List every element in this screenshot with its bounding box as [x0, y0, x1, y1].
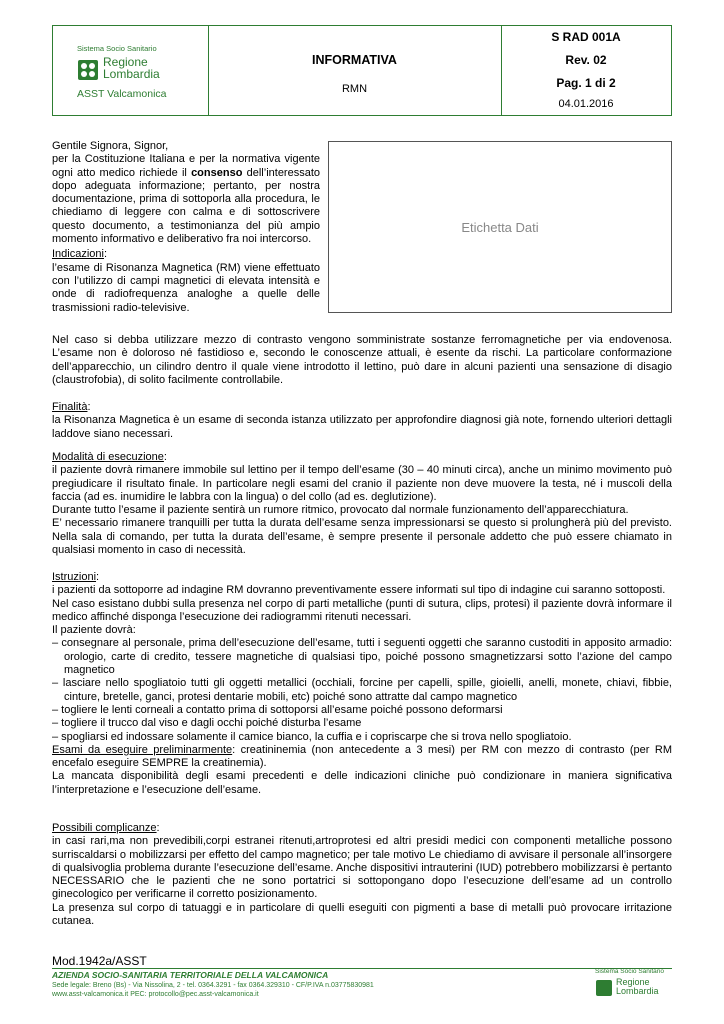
patient-label-box: Etichetta Dati — [328, 141, 672, 313]
complicanze-colon: : — [156, 822, 160, 834]
istruzioni-colon: : — [96, 571, 100, 583]
esami-paragraph — [52, 744, 672, 771]
regione-lombardia-logo-icon — [78, 60, 98, 80]
list-item: – spogliarsi ed indossare solamente il camice bianco, la cuffia e i copriscarpe che si trova nello spogliatoio. — [52, 730, 572, 743]
istruzioni-heading-line — [52, 571, 672, 584]
finalita-heading: Finalità — [52, 401, 88, 413]
complicanze-p2: La presenza sul corpo di tatuaggi e in particolare di quelli eseguiti con pigmenti a base di metalli può provocare irritazione cutanea. — [52, 901, 672, 928]
list-item: – lasciare nello spogliatoio tutti gli oggetti metallici (occhiali, forcine per capelli, spille, gioielli, anelli, monete, chiavi, fibbie, cinture, bretelle, ganci, protesi dentarie mobili, etc) poiché sono attratte dal campo magnetico — [52, 677, 672, 703]
footer-divider — [52, 968, 672, 969]
istruzioni-p2: Nel caso esistano dubbi sulla presenza nel corpo di parti metalliche (punti di sutura, clips, protesi) il paziente dovrà informare il medico affinché disponga l’esecuzione dei radiogrammi ritenuti necessari. — [52, 597, 672, 623]
finalita-p1: la Risonanza Magnetica è un esame di seconda istanza utilizzato per approfondire diagnosi già note, fornendo ulteriori dettagli laddove siano necessari. — [52, 414, 672, 440]
footer-contacts — [52, 981, 374, 999]
logo-asst-text: ASST Valcamonica — [77, 88, 167, 100]
modalita-p2: Durante tutto l’esame il paziente sentirà un rumore ritmico, provocato dal normale funzionamento dell’apparecchiatura. — [52, 504, 629, 517]
header-title-cell — [208, 26, 502, 115]
footer-logo-line-1: Regione — [616, 977, 650, 987]
istruzioni-p1: i pazienti da sottoporre ad indagine RM dovranno preventivamente essere informati sul tipo di indagine cui saranno sottoposti. — [52, 584, 666, 597]
finalita-colon: : — [87, 401, 91, 413]
esami-heading: Esami da eseguire preliminarmente — [52, 743, 233, 756]
footer-logo-line-2: Lombardia — [616, 986, 659, 996]
intro-text-b: dell’interessato dopo adeguata informazione; pertanto, per nostra documentazione, prima di sottoporla alla procedura, le chiediamo di leggere con calma e di sottoscrivere questo documento, a testimonianza del più ampio momento informativo e deliberativo fra noi intercorso. — [52, 166, 321, 246]
document-date: 04.01.2016 — [558, 98, 614, 110]
logo-region-line-2: Lombardia — [103, 67, 160, 81]
list-item: – consegnare al personale, prima dell’esecuzione dell’esame, tutti i seguenti oggetti che saranno custoditi in apposito armadio: orologio, carte di credito, tessere magnetiche di qualsiasi tipo, poiché possono smagnetizzarsi sotto l’azione del campo magnetico — [52, 637, 672, 677]
footer-web: www.asst-valcamonica.it PEC: protocollo@pec.asst-valcamonica.it — [52, 991, 259, 998]
modalita-p1: il paziente dovrà rimanere immobile sul lettino per il tempo dell’esame (30 – 40 minuti circa), anche un minimo movimento può pregiudicare il risultato finale. In particolare negli esami del cranio il paziente non deve muovere la testa, né i muscoli della faccia (ad es. inumidire le labbra con la lingua) o del collo (ad es. deglutizione). — [52, 464, 672, 503]
list-item: – togliere il trucco dal viso e dagli occhi poiché disturba l’esame — [52, 717, 362, 730]
istruzioni-p3: Il paziente dovrà: — [52, 624, 136, 637]
list-item: – togliere le lenti corneali a contatto prima di sottoporsi all’esame poiché possono deformarsi — [52, 703, 503, 716]
istruzioni-section — [52, 571, 672, 797]
logo-region-name — [103, 56, 160, 80]
document-subtitle: RMN — [341, 83, 368, 95]
intro-section — [52, 140, 320, 315]
finalita-section — [52, 401, 672, 441]
indicazioni-p1: l’esame di Risonanza Magnetica (RM) viene effettuato con l’utilizzo di campi magnetici di elevata intensità e onde di radiofrequenza analoghe a quelle delle trasmissioni radio-televisive. — [52, 261, 320, 314]
modalita-section — [52, 451, 672, 557]
indicazioni-colon: : — [103, 248, 108, 261]
complicanze-heading-line — [52, 822, 672, 835]
finalita-heading-line — [52, 401, 672, 414]
complicanze-p1: in casi rari,ma non prevedibili,corpi estranei ritenuti,artroprotesi ed altri presidi medici con componenti metalliche possono surriscaldarsi o mobilizzarsi per effetto del campo magnetico; per tale motivo Le chiediamo di avvisare il personale all’insorgere di qualsivoglia problema durante l’esecuzione dell’esame. Anche dispositivi intrauterini (IUD) potrebbero mobilizzarsi è pertanto NECESSARIO che le pazienti che ne sono portatrici si sottopongano dopo l’esecuzione dell’esame ad un controllo ginecologico per verificarne il corretto posizionamento. — [52, 835, 672, 901]
form-model-code: Mod.1942a/ASST — [52, 954, 147, 968]
indicazioni-heading: Indicazioni — [52, 248, 104, 261]
istruzioni-heading: Istruzioni — [52, 571, 97, 583]
istruzioni-p4: La mancata disponibilità degli esami precedenti e delle indicazioni cliniche può condizionare in maniera significativa l’interpretazione e l’esecuzione dell’esame. — [52, 770, 672, 796]
intro-text-a: per la Costituzione Italiana e per la normativa vigente ogni atto medico richiede il — [52, 153, 320, 179]
header-logo-cell — [53, 26, 209, 115]
complicanze-section — [52, 822, 672, 928]
footer-regione-logo-icon — [596, 980, 612, 996]
document-header — [52, 25, 672, 116]
intro-text-bold: consenso — [191, 166, 243, 179]
greeting: Gentile Signora, Signor, — [52, 140, 169, 152]
header-meta-cell — [501, 26, 671, 115]
document-revision: Rev. 02 — [565, 53, 607, 67]
footer-address: Sede legale: Breno (Bs) - Via Nissolina, 2 - tel. 0364.3291 - fax 0364.329310 - CF/P.IVA n.03775830981 — [52, 982, 374, 989]
intro-paragraph — [52, 153, 320, 246]
modalita-colon: : — [163, 451, 167, 463]
modalita-heading: Modalità di esecuzione — [52, 451, 164, 463]
modalita-heading-line — [52, 451, 672, 464]
indicazioni-p2: Nel caso si debba utilizzare mezzo di contrasto vengono somministrate sostanze ferromagnetiche per via endovenosa. L’esame non è doloroso né fastidioso e, secondo le conoscenze attuali, è esente da rischi. La particolare conformazione dell’apparecchio, un cilindro dentro il quale viene introdotto il lettino, può dare in alcuni pazienti una sensazione di disagio (claustrofobia), di solito facilmente controllabile. — [52, 334, 672, 386]
page-number: Pag. 1 di 2 — [556, 76, 616, 90]
document-code: S RAD 001A — [551, 30, 621, 44]
document-title: INFORMATIVA — [312, 53, 397, 67]
logo-system-text: Sistema Socio Sanitario — [77, 44, 157, 53]
footer-logo-region-name — [616, 978, 659, 996]
indicazioni-continued — [52, 334, 672, 387]
logo-region-line-1: Regione — [103, 55, 148, 69]
footer-company-name: AZIENDA SOCIO-SANITARIA TERRITORIALE DELLA VALCAMONICA — [52, 970, 329, 980]
modalita-p3: E’ necessario rimanere tranquilli per tutta la durata dell’esame senza impressionarsi se questo si prolungherà più del previsto. Nella sala di comando, per tutta la durata dell’esame, è sempre presente il personale addetto che può essere chiamato in qualsiasi momento in caso di necessità. — [52, 517, 672, 557]
indicazioni-heading-line — [52, 248, 320, 261]
footer-logo-system-text: Sistema Socio Sanitario — [595, 968, 665, 975]
esami-text: : creatininemia (non antecedente a 3 mesi) per RM con mezzo di contrasto (per RM encefalo eseguire SEMPRE la creatinemia). — [52, 743, 672, 770]
complicanze-heading: Possibili complicanze — [52, 822, 157, 834]
